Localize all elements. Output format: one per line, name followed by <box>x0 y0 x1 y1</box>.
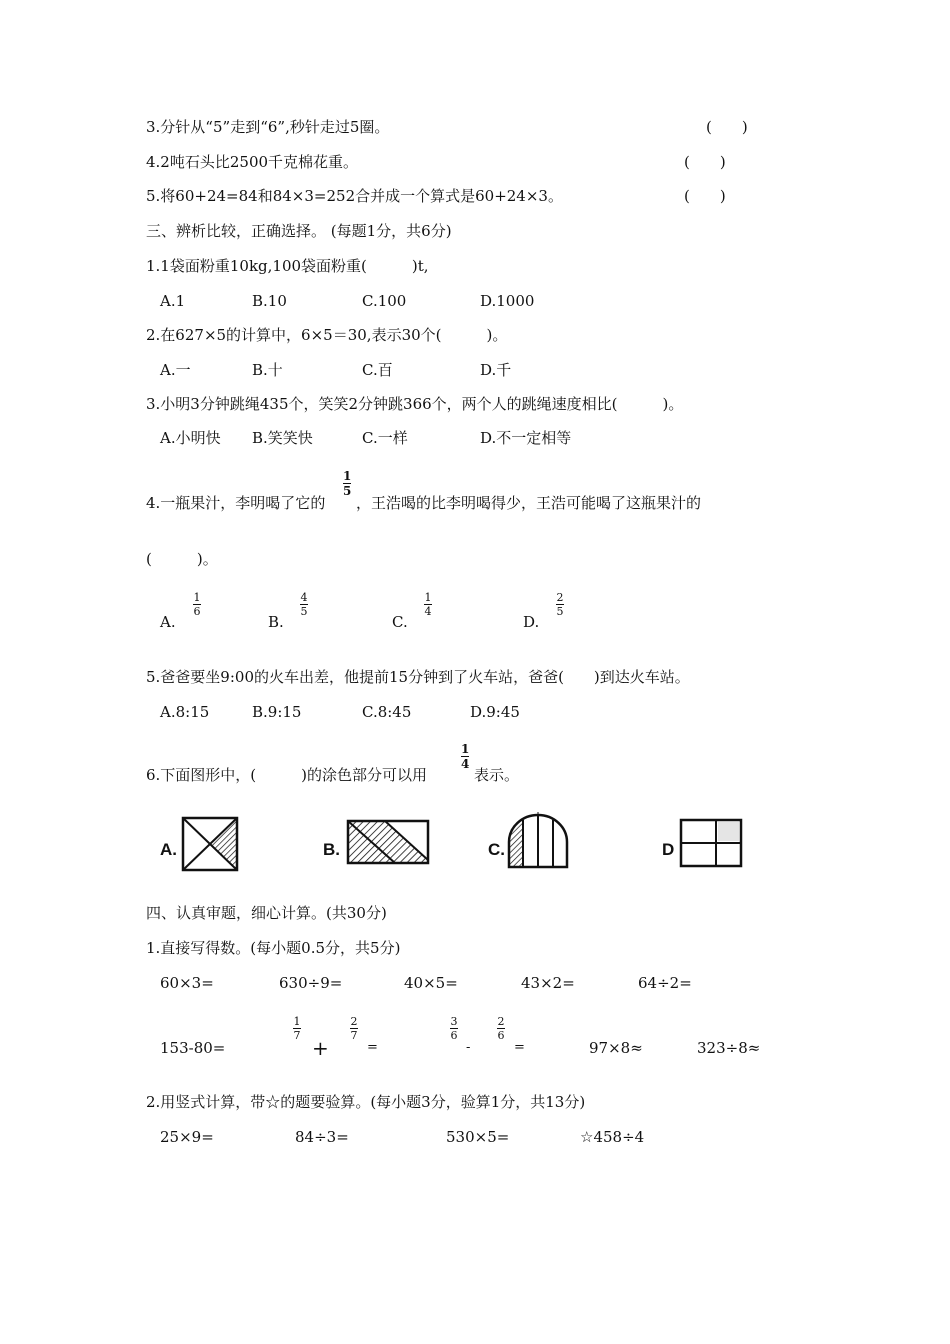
equals-sign[interactable]: = <box>367 1040 378 1055</box>
fraction-denominator: 5 <box>556 605 564 618</box>
fraction-numerator: 4 <box>300 591 308 604</box>
judge-q4: 4.2吨石头比2500千克棉花重。 <box>146 153 359 171</box>
section4-title: 四、认真审题，细心计算。(共30分) <box>146 904 387 922</box>
fraction-numerator: 2 <box>350 1015 358 1028</box>
s3-q4-text-a: 4.一瓶果汁，李明喝了它的 <box>146 494 326 512</box>
figure-d-label[interactable]: D <box>662 840 675 859</box>
plus-sign: + <box>312 1036 329 1060</box>
fraction-denominator: 6 <box>497 1029 505 1042</box>
judge-q5: 5.将60+24=84和84×3=252合并成一个算式是60+24×3。 <box>146 187 563 205</box>
judge-q3: 3.分针从“5”走到“6”,秒针走过5圈。 <box>146 118 390 136</box>
s3-q2-option-d[interactable]: D.千 <box>480 361 512 379</box>
figure-b-label[interactable]: B. <box>323 840 340 859</box>
fraction-denominator: 6 <box>193 605 201 618</box>
fraction-denominator: 7 <box>350 1029 358 1042</box>
figure-b-rectangle-triangle[interactable] <box>345 818 431 866</box>
s3-q5-option-b[interactable]: B.9:15 <box>252 703 302 721</box>
calc-item[interactable]: 97×8≈ <box>589 1039 643 1057</box>
s4-sub1-title: 1.直接写得数。(每小题0.5分，共5分) <box>146 939 401 957</box>
fraction-numerator: 1 <box>343 469 352 483</box>
s3-q1-option-a[interactable]: A.1 <box>160 292 186 310</box>
fraction-denominator: 5 <box>300 605 308 618</box>
figure-c-label[interactable]: C. <box>488 840 505 859</box>
judge-q3-answer-paren[interactable]: ( ) <box>706 118 748 136</box>
figure-a-square-quarter[interactable] <box>180 815 240 873</box>
section3-title: 三、辨析比较，正确选择。 (每题1分，共6分) <box>146 222 452 240</box>
vertical-calc-item[interactable]: 84÷3= <box>295 1128 349 1146</box>
s3-q2-option-c[interactable]: C.百 <box>362 361 393 379</box>
calc-item[interactable]: 323÷8≈ <box>697 1039 761 1057</box>
s3-q4-fraction <box>343 470 351 497</box>
s3-q4-option-a-fraction[interactable] <box>193 592 201 617</box>
fraction-denominator: 6 <box>450 1029 458 1042</box>
s4-sub2-title: 2.用竖式计算，带☆的题要验算。(每小题3分，验算1分，共13分) <box>146 1093 586 1111</box>
calc-item[interactable]: 64÷2= <box>638 974 692 992</box>
s3-q4-answer-paren[interactable]: ( )。 <box>146 550 218 568</box>
calc-item[interactable]: 43×2= <box>521 974 575 992</box>
vertical-calc-item[interactable]: ☆458÷4 <box>580 1128 645 1146</box>
frac-add-second <box>350 1016 358 1041</box>
s3-q1-option-c[interactable]: C.100 <box>362 292 407 310</box>
vertical-calc-item[interactable]: 25×9= <box>160 1128 214 1146</box>
minus-sign: - <box>466 1040 471 1055</box>
s3-q2-option-b[interactable]: B.十 <box>252 361 283 379</box>
s3-q2-option-a[interactable]: A.一 <box>160 361 191 379</box>
frac-sub-second <box>497 1016 505 1041</box>
s3-q6-text-a: 6.下面图形中，( )的涂色部分可以用 <box>146 766 428 784</box>
fraction-denominator: 5 <box>343 484 352 498</box>
calc-item[interactable]: 153-80= <box>160 1039 226 1057</box>
s3-q4-option-d-label[interactable]: D. <box>523 613 540 631</box>
fraction-denominator: 4 <box>424 605 432 618</box>
s3-q2-text: 2.在627×5的计算中，6×5＝30,表示30个( )。 <box>146 326 508 344</box>
vertical-calc-item[interactable]: 530×5= <box>446 1128 510 1146</box>
frac-add-first <box>293 1016 301 1041</box>
s3-q4-option-b-fraction[interactable] <box>300 592 308 617</box>
frac-sub-first <box>450 1016 458 1041</box>
calc-item[interactable]: 630÷9= <box>279 974 343 992</box>
s3-q4-option-d-fraction[interactable] <box>556 592 564 617</box>
judge-q4-answer-paren[interactable]: ( ) <box>684 153 726 171</box>
fraction-denominator: 4 <box>461 757 470 771</box>
figure-d-rectangle-grid[interactable] <box>678 817 744 869</box>
s3-q4-text-b: ，王浩喝的比李明喝得少，王浩可能喝了这瓶果汁的 <box>356 494 702 512</box>
s3-q1-text: 1.1袋面粉重10kg,100袋面粉重( )t, <box>146 257 429 275</box>
calc-item[interactable]: 40×5= <box>404 974 458 992</box>
s3-q5-option-d[interactable]: D.9:45 <box>470 703 520 721</box>
s3-q4-option-b-label[interactable]: B. <box>268 613 284 631</box>
s3-q1-option-b[interactable]: B.10 <box>252 292 287 310</box>
figure-c-arch-shape[interactable] <box>505 812 571 870</box>
s3-q5-text: 5.爸爸要坐9:00的火车出差，他提前15分钟到了火车站，爸爸( )到达火车站。 <box>146 668 690 686</box>
equals-sign[interactable]: = <box>514 1040 525 1055</box>
fraction-numerator: 1 <box>424 591 432 604</box>
figure-a-label[interactable]: A. <box>160 840 177 859</box>
s3-q5-option-c[interactable]: C.8:45 <box>362 703 412 721</box>
s3-q3-text: 3.小明3分钟跳绳435个，笑笑2分钟跳366个，两个人的跳绳速度相比( )。 <box>146 395 684 413</box>
s3-q3-option-b[interactable]: B.笑笑快 <box>252 429 313 447</box>
fraction-numerator: 1 <box>461 742 470 756</box>
s3-q4-option-a-label[interactable]: A. <box>160 613 176 631</box>
fraction-numerator: 3 <box>450 1015 458 1028</box>
fraction-numerator: 2 <box>497 1015 505 1028</box>
s3-q1-option-d[interactable]: D.1000 <box>480 292 535 310</box>
fraction-numerator: 1 <box>293 1015 301 1028</box>
fraction-numerator: 1 <box>193 591 201 604</box>
fraction-numerator: 2 <box>556 591 564 604</box>
calc-item[interactable]: 60×3= <box>160 974 214 992</box>
fraction-denominator: 7 <box>293 1029 301 1042</box>
s3-q3-option-c[interactable]: C.一样 <box>362 429 408 447</box>
s3-q3-option-d[interactable]: D.不一定相等 <box>480 429 572 447</box>
s3-q3-option-a[interactable]: A.小明快 <box>160 429 221 447</box>
s3-q6-text-b: 表示。 <box>474 766 520 784</box>
s3-q5-option-a[interactable]: A.8:15 <box>160 703 210 721</box>
s3-q4-option-c-fraction[interactable] <box>424 592 432 617</box>
s3-q6-fraction <box>461 743 469 770</box>
s3-q4-option-c-label[interactable]: C. <box>392 613 408 631</box>
judge-q5-answer-paren[interactable]: ( ) <box>684 187 726 205</box>
